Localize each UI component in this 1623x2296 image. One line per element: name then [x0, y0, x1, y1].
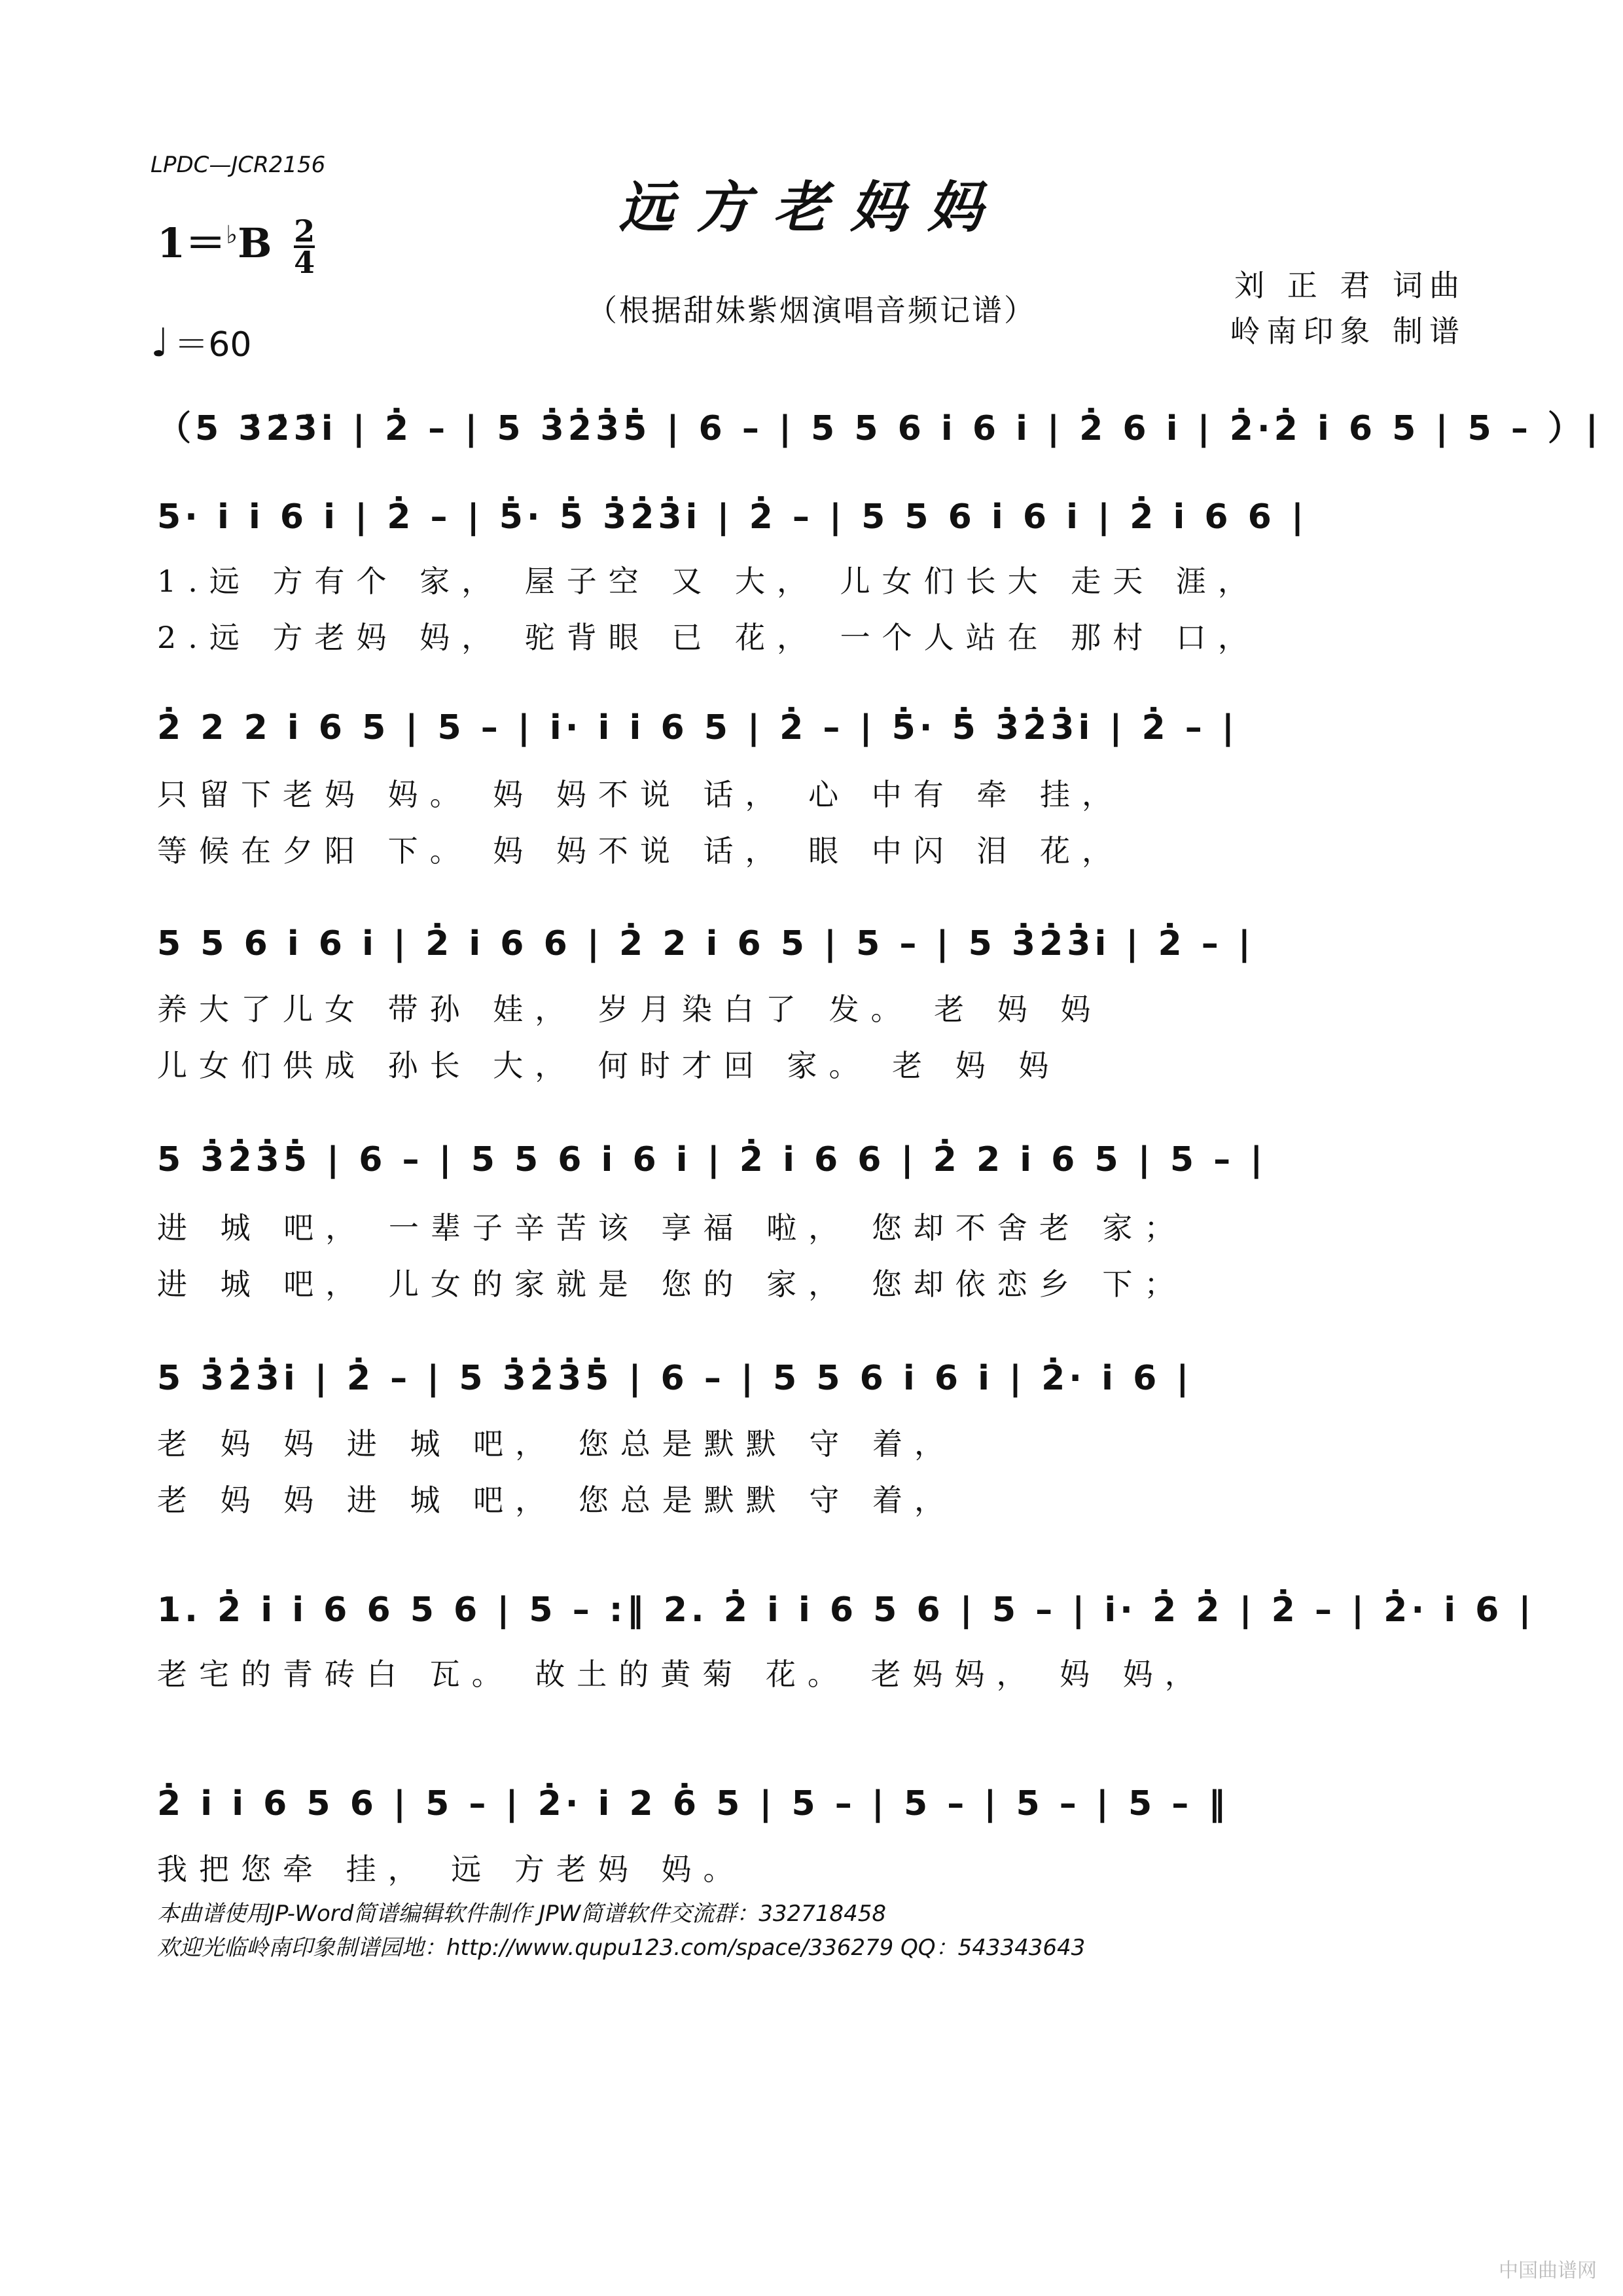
lyric-verse-2: 2.远 方老妈 妈， 驼背眼 已 花， 一个人站在 那村 口，: [157, 620, 1260, 655]
key-prefix: 1＝: [157, 219, 226, 267]
lyric-verse-2: 等候在夕阳 下。 妈 妈不说 话， 眼 中闪 泪 花，: [157, 833, 1124, 869]
notes-row: 2̇ 2 2 i̇ 6 5 | 5 – | i̇· i̇ i̇ 6 5 | 2̇ – | 5̇· 5̇ 3̇2̇3̇i̇ | 2̇ – |: [157, 708, 1238, 747]
lyric-verse-1: 进 城 吧， 一辈子辛苦该 享福 啦， 您却不舍老 家；: [157, 1210, 1186, 1246]
lyric-verse-2: 进 城 吧， 儿女的家就是 您的 家， 您却依恋乡 下；: [157, 1266, 1186, 1302]
notes-row: 5 5 6 i̇ 6 i̇ | 2̇ i̇ 6 6 | 2̇ 2 i̇ 6 5 | 5 – | 5 3̇2̇3̇i̇ | 2̇ – |: [157, 924, 1255, 963]
quarter-note-icon: ♩: [151, 320, 169, 366]
song-subtitle: （根据甜妹紫烟演唱音频记谱）: [587, 293, 1036, 328]
time-signature-bottom: 4: [294, 245, 315, 280]
notes-row: 5 3̇2̇3̇5̇ | 6 – | 5 5 6 i̇ 6 i̇ | 2̇ i̇ 6 6 | 2̇ 2 i̇ 6 5 | 5 – |: [157, 1140, 1267, 1179]
score-row-4: [157, 1140, 1466, 1179]
score-row-3: [157, 924, 1466, 963]
notes-row: （5 3̇2̇3̇i̇ | 2̇ – | 5 3̇2̇3̇5̇ | 6 – | 5 5 6 i̇ 6 i̇ | 2̇ 6 i̇ | 2̇·2̇ i̇ 6 5 | 5 – ）|: [157, 409, 1602, 448]
lyric-verse-2: 老 妈 妈 进 城 吧， 您总是默默 守 着，: [157, 1482, 956, 1518]
watermark-logo: [1499, 2254, 1597, 2283]
key-signature: [157, 211, 315, 280]
tempo-mark: [151, 317, 251, 366]
score-row-2: [157, 708, 1466, 747]
watermark-text: 中国曲谱网: [1499, 2259, 1597, 2282]
lyric-verse-1: 养大了儿女 带孙 娃， 岁月染白了 发。 老 妈 妈: [157, 992, 1103, 1027]
lyric-verse-1: 老 妈 妈 进 城 吧， 您总是默默 守 着，: [157, 1426, 956, 1462]
lyric-verse-1: 1.远 方有个 家， 屋子空 又 大， 儿女们长大 走天 涯，: [157, 564, 1260, 599]
notes-row: 5 3̇2̇3̇i̇ | 2̇ – | 5 3̇2̇3̇5̇ | 6 – | 5 5 6 i̇ 6 i̇ | 2̇· i̇ 6 |: [157, 1359, 1193, 1398]
lyric-verse-1: 只留下老妈 妈。 妈 妈不说 话， 心 中有 牵 挂，: [157, 777, 1124, 812]
song-title: 远方老妈妈: [618, 175, 1005, 240]
lyric-verse-1: 老宅的青砖白 瓦。 故土的黄菊 花。 老妈妈， 妈 妈，: [157, 1657, 1207, 1692]
footer-line-1: 本曲谱使用JP-Word简谱编辑软件制作 JPW简谱软件交流群：332718458: [157, 1901, 886, 1927]
score-row-1: [157, 497, 1466, 537]
score-row-intro: [157, 401, 1602, 448]
score-code: LPDC—JCR2156: [151, 152, 326, 178]
score-row-6: [157, 1590, 1535, 1630]
lyric-verse-2: 儿女们供成 孙长 大， 何时才回 家。 老 妈 妈: [157, 1048, 1061, 1083]
score-row-7: [157, 1784, 1466, 1823]
footer-line-2: 欢迎光临岭南印象制谱园地：http://www.qupu123.com/space/336279 QQ：543343643: [157, 1935, 1086, 1961]
score-row-5: [157, 1359, 1466, 1398]
lyric-verse-1: 我把您牵 挂， 远 方老妈 妈。: [157, 1852, 745, 1887]
time-signature-top: 2: [294, 213, 315, 249]
time-signature: [294, 213, 315, 280]
flat-icon: ♭: [226, 219, 238, 249]
notes-row: 1. 2̇ i̇ i̇ 6 6 5 6 | 5 – :‖ 2. 2̇ i̇ i̇ 6 5 6 | 5 – | i̇· 2̇ 2̇ | 2̇ – | 2̇· i̇ 6 |: [157, 1590, 1535, 1630]
key-note: B: [238, 219, 272, 267]
credit-arranger: 岭南印象 制谱: [1230, 314, 1466, 349]
tempo-value: ＝60: [174, 325, 252, 365]
notes-row: 2̇ i̇ i̇ 6 5 6 | 5 – | 2̇· i̇ 2 6̇ 5 | 5 – | 5 – | 5 – | 5 – ‖: [157, 1784, 1230, 1823]
credit-lyric-music: 刘 正 君 词曲: [1234, 268, 1466, 303]
notes-row: 5· i̇ i̇ 6 i̇ | 2̇ – | 5̇· 5̇ 3̇2̇3̇i̇ | 2̇ – | 5 5 6 i̇ 6 i̇ | 2̇ i̇ 6 6 |: [157, 497, 1308, 537]
